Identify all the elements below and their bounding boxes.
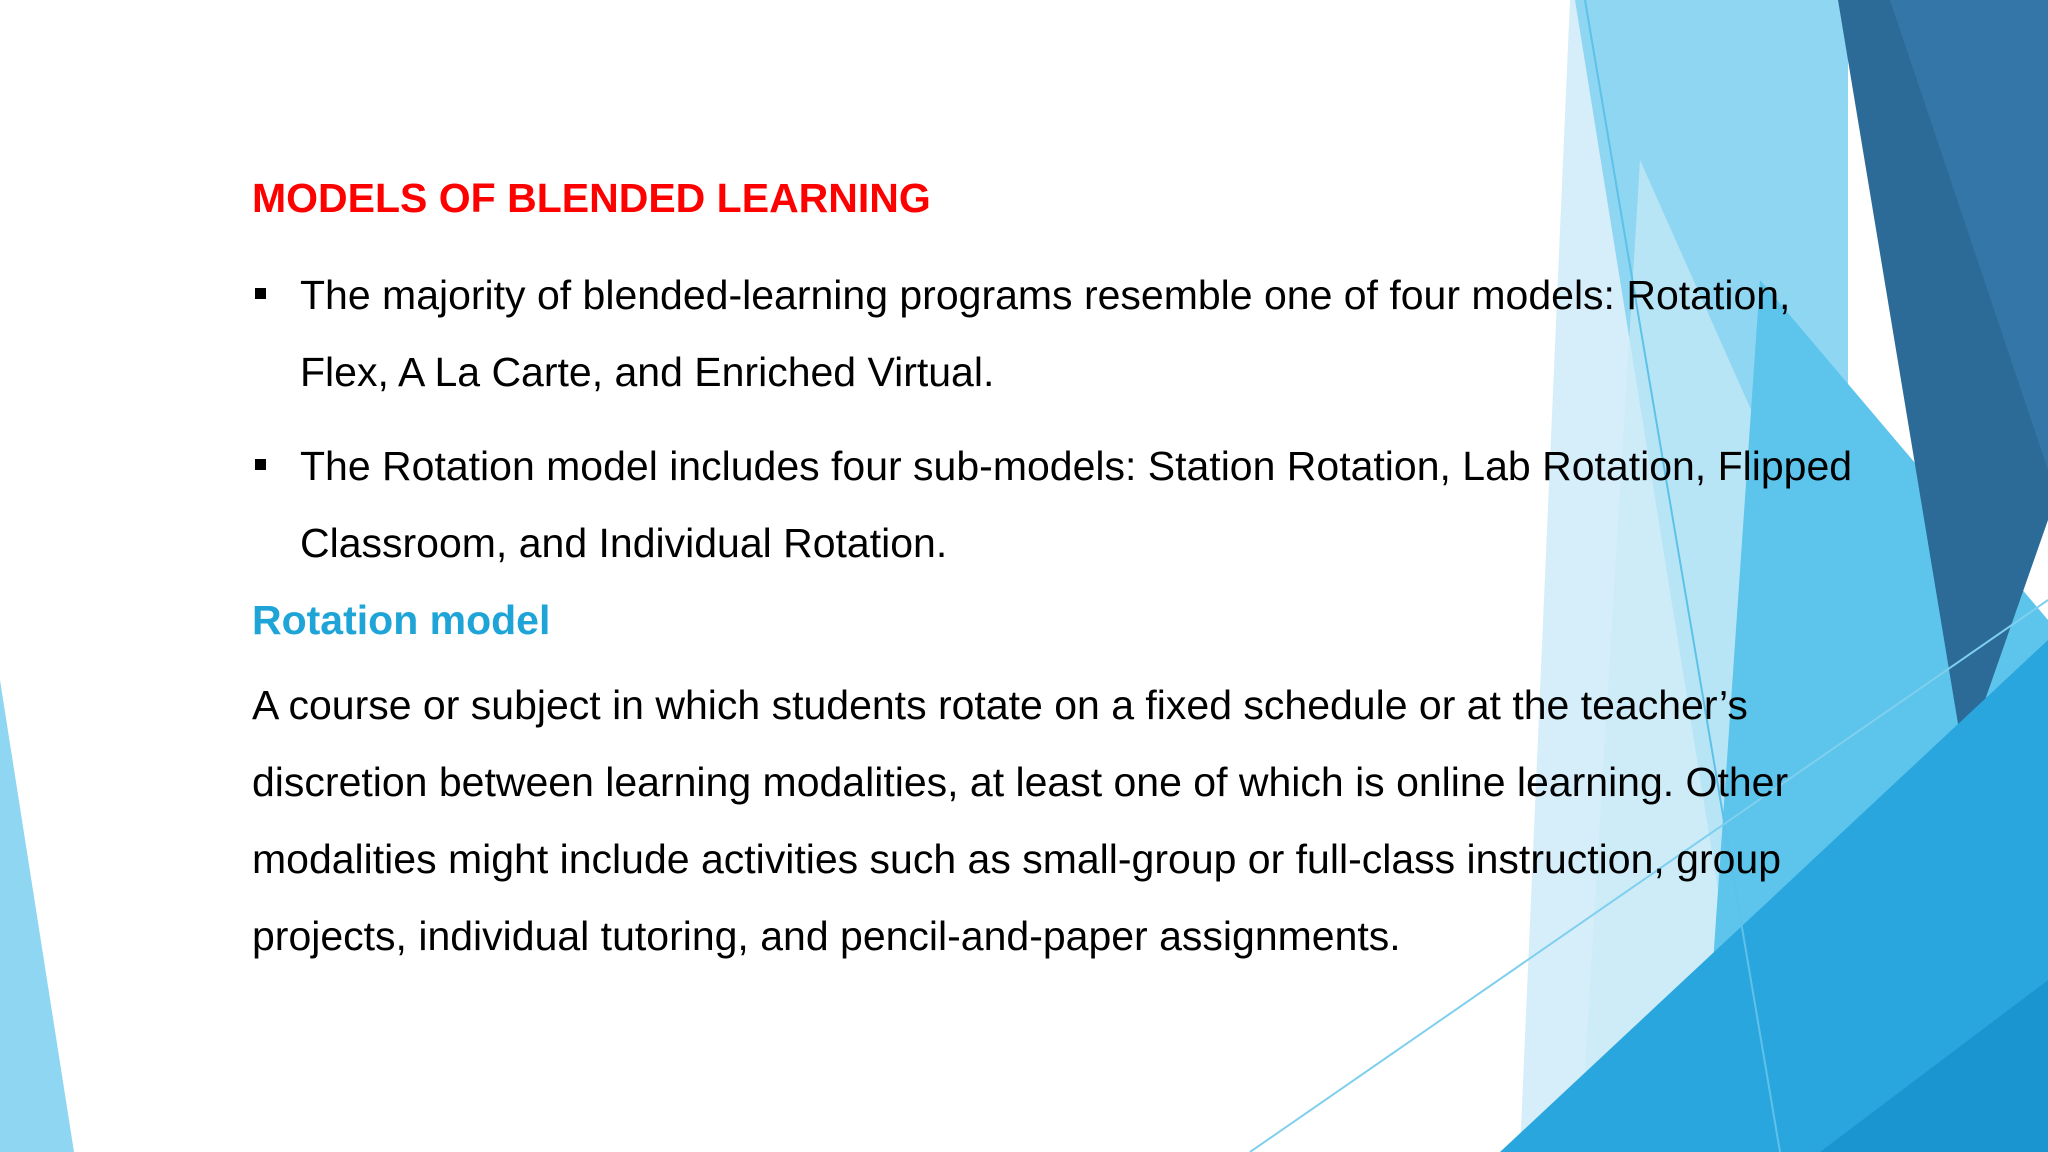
bullet-text: The Rotation model includes four sub-models: Station Rotation, Lab Rotation, Flipped Classroom, and Individual Rotation. [300, 443, 1853, 566]
section-subheading: Rotation model [252, 597, 551, 643]
slide-title: MODELS OF BLENDED LEARNING [252, 175, 931, 221]
square-bullet-icon [255, 459, 266, 470]
bullet-item [252, 257, 1872, 411]
bullet-item [252, 428, 1872, 582]
bullet-text: The majority of blended-learning programs resemble one of four models: Rotation, Flex, A La Carte, and Enriched Virtual. [300, 272, 1791, 395]
slide-content [252, 160, 1872, 975]
body-paragraph: A course or subject in which students rotate on a fixed schedule or at the teacher’s discretion between learning modalities, at least one of which is online learning. Other modalities might include activities such as small-group or full-class instruction, group projects, individual tutoring, and pencil-and-paper assignments. [252, 682, 1789, 959]
left-accent-triangle [0, 680, 74, 1152]
square-bullet-icon [255, 288, 266, 299]
bullet-list [252, 257, 1872, 582]
